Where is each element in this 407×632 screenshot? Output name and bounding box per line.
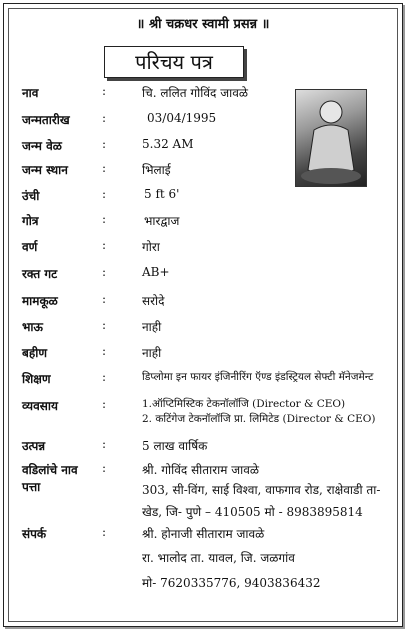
- colon: :: [102, 187, 107, 201]
- colon: :: [102, 84, 107, 98]
- label-father-name: वडिलांचे नाव: [22, 463, 78, 477]
- value-brother: नाही: [142, 320, 162, 334]
- colon: :: [102, 318, 107, 332]
- label-gotra: गोत्र: [22, 214, 39, 228]
- biodata-card: [3, 3, 403, 627]
- label-maternal-family: मामकूळ: [22, 294, 58, 308]
- colon: :: [102, 212, 107, 226]
- colon: :: [102, 238, 107, 252]
- value-birth-time: 5.32 AM: [142, 137, 194, 151]
- colon: :: [102, 397, 107, 411]
- colon: :: [102, 292, 107, 306]
- label-brother: भाऊ: [22, 320, 43, 334]
- value-contact-2: रा. भालोद ता. यावल, जि. जळगांव: [142, 551, 295, 565]
- value-birth-place: भिलाई: [142, 163, 171, 177]
- label-income: उत्पन्न: [22, 439, 46, 453]
- value-contact-1: श्री. होनाजी सीताराम जावळे: [142, 527, 265, 541]
- header-invocation: ॥ श्री चक्रधर स्वामी प्रसन्न ॥: [136, 17, 270, 32]
- value-height: 5 ft 6': [144, 187, 180, 201]
- value-sister: नाही: [142, 346, 162, 360]
- label-name: नाव: [22, 86, 39, 100]
- label-height: उंची: [22, 189, 40, 203]
- colon: :: [102, 525, 107, 539]
- value-education: डिप्लोमा इन फायर इंजिनीरिंग ऍण्ड इंडस्ट्रियल सेफ्टी मॅनेजमेन्ट: [142, 371, 374, 383]
- value-dob: 03/04/1995: [147, 111, 217, 125]
- page-title: परिचय पत्र: [104, 46, 244, 78]
- value-occupation-2: 2. कटिंगेज टेकनॉलॉजि प्रा. लिमिटेड (Director & CEO): [142, 413, 376, 425]
- colon: :: [102, 370, 107, 384]
- colon: :: [102, 137, 107, 151]
- value-income: 5 लाख वार्षिक: [142, 439, 208, 453]
- label-address: पत्ता: [22, 480, 41, 494]
- label-complexion: वर्ण: [22, 240, 38, 254]
- value-address-1: 303, सी-विंग, साई विश्वा, वाफगाव रोड, राक्षेवाडी ता-: [142, 483, 381, 497]
- value-blood-group: AB+: [142, 265, 170, 279]
- colon: :: [102, 437, 107, 451]
- colon: :: [102, 344, 107, 358]
- colon: :: [102, 461, 107, 475]
- value-name: चि. ललित गोविंद जावळे: [142, 86, 249, 100]
- label-blood-group: रक्त गट: [22, 267, 58, 281]
- label-birth-time: जन्म वेळ: [22, 139, 62, 153]
- colon: :: [102, 161, 107, 175]
- value-maternal-family: सरोदे: [142, 294, 165, 308]
- value-father-name: श्री. गोविंद सीताराम जावळे: [142, 463, 260, 477]
- label-contact: संपर्क: [22, 527, 47, 541]
- value-occupation-1: 1.ऑप्टिमिस्टिक टेकनॉलॉजि (Director & CEO): [142, 398, 346, 410]
- label-birth-place: जन्म स्थान: [22, 163, 68, 177]
- value-gotra: भारद्वाज: [144, 214, 180, 228]
- label-occupation: व्यवसाय: [22, 399, 58, 413]
- value-address-2: खेड, जि- पुणे – 410505 मो - 8983895814: [142, 505, 363, 519]
- value-contact-3: मो- 7620335776, 9403836432: [142, 576, 321, 590]
- value-complexion: गोरा: [142, 240, 160, 254]
- label-sister: बहीण: [22, 346, 48, 360]
- photo: [295, 89, 367, 187]
- label-education: शिक्षण: [22, 372, 51, 386]
- label-dob: जन्मतारीख: [22, 113, 70, 127]
- colon: :: [102, 111, 107, 125]
- colon: :: [102, 265, 107, 279]
